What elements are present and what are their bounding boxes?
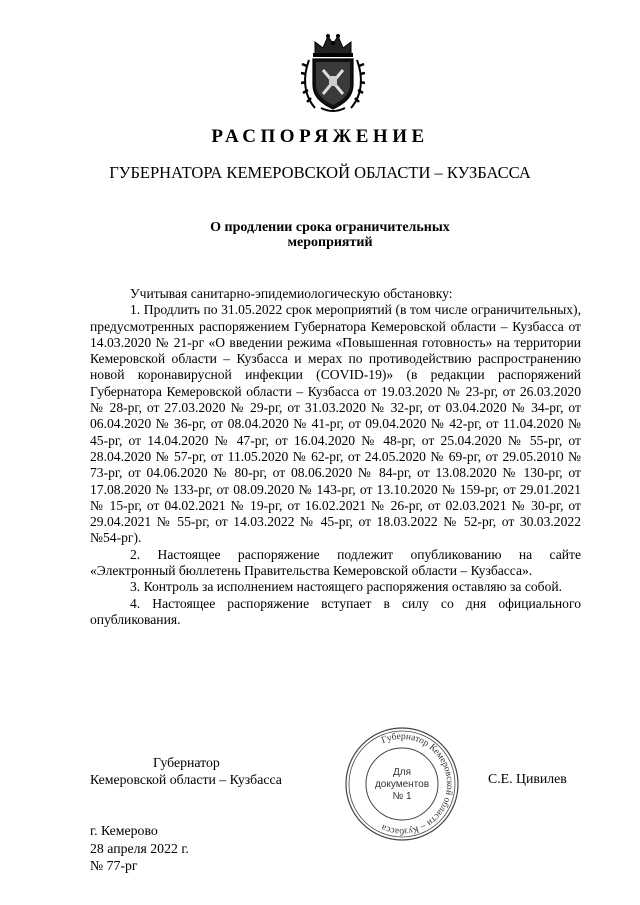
document-number: № 77-рг [90, 858, 138, 873]
document-footer [90, 822, 189, 875]
seal-ring-text: Губернатор Кемеровской области – Кузбасса [380, 731, 455, 837]
official-seal [342, 725, 462, 843]
signatory-title [90, 754, 282, 788]
signatory-title-line2: Кемеровской области – Кузбасса [90, 772, 282, 787]
issue-city: г. Кемерово [90, 823, 158, 838]
document-heading: РАСПОРЯЖЕНИЕ [211, 126, 429, 147]
seal-center-line2: документов [374, 779, 430, 790]
kemerovo-coat-of-arms-icon [301, 32, 365, 114]
issuer-title: ГУБЕРНАТОРА КЕМЕРОВСКОЙ ОБЛАСТИ – КУЗБАССА [109, 163, 531, 182]
signatory-title-line1: Губернатор [153, 755, 220, 770]
paragraph-1: 1. Продлить по 31.05.2022 срок мероприятий (в том числе ограничительных), предусмотренных распоряжением Губернатора Кемеровской области – Кузбасса от 14.03.2020 № 21-рг «О введении режима «Повышенная готовность» на территории Кемеровской области – Кузбасса и мерах по противодействию распространению новой коронавирусной инфекции (COVID-19)» (в редакции распоряжений Губернатора Кемеровской области – Кузбасса от 19.03.2020 № 23-рг, от 26.03.2020 № 28-рг, от 27.03.2020 № 29-рг, от 31.03.2020 № 32-рг, от 03.04.2020 № 34-рг, от 06.04.2020 № 36-рг, от 08.04.2020 № 41-рг, от 09.04.2020 № 42-рг, от 11.04.2020 № 45-рг, от 14.04.2020 № 47-рг, от 16.04.2020 № 48-рг, от 25.04.2020 № 55-рг, от 28.04.2020 № 57-рг, от 11.05.2020 № 62-рг, от 24.05.2020 № 69-рг, от 29.05.2010 № 73-рг, от 04.06.2020 № 80-рг, от 08.06.2020 № 84-рг, от 13.08.2020 № 130-рг, от 17.08.2020 № 133-рг, от 08.09.2020 № 143-рг, от 13.10.2020 № 159-рг, от 29.01.2021 № 15-рг, от 04.02.2021 № 19-рг, от 16.02.2021 № 26-рг, от 02.03.2021 № 30-рг, от 29.04.2021 № 55-рг, от 14.03.2022 № 45-рг, от 18.03.2022 № 52-рг, от 30.03.2022 №54-рг). [90, 302, 581, 546]
paragraph-2: 2. Настоящее распоряжение подлежит опубликованию на сайте «Электронный бюллетень Правительства Кемеровской области – Кузбасса». [90, 546, 581, 579]
seal-center-line1: Для [392, 767, 412, 778]
document-body [90, 286, 581, 628]
signatory-name: С.Е. Цивилев [488, 771, 567, 786]
intro-paragraph: Учитывая санитарно-эпидемиологическую обстановку: [130, 286, 453, 301]
paragraph-4: 4. Настоящее распоряжение вступает в силу со дня официального опубликования. [90, 595, 581, 627]
document-subject-line1: О продлении срока ограничительных [210, 220, 450, 235]
document-subject-line2: мероприятий [287, 235, 373, 250]
seal-center-line3: № 1 [392, 791, 412, 802]
issue-date: 28 апреля 2022 г. [90, 840, 189, 856]
document-subject [190, 220, 470, 250]
paragraph-3: 3. Контроль за исполнением настоящего распоряжения оставляю за собой. [130, 579, 563, 595]
